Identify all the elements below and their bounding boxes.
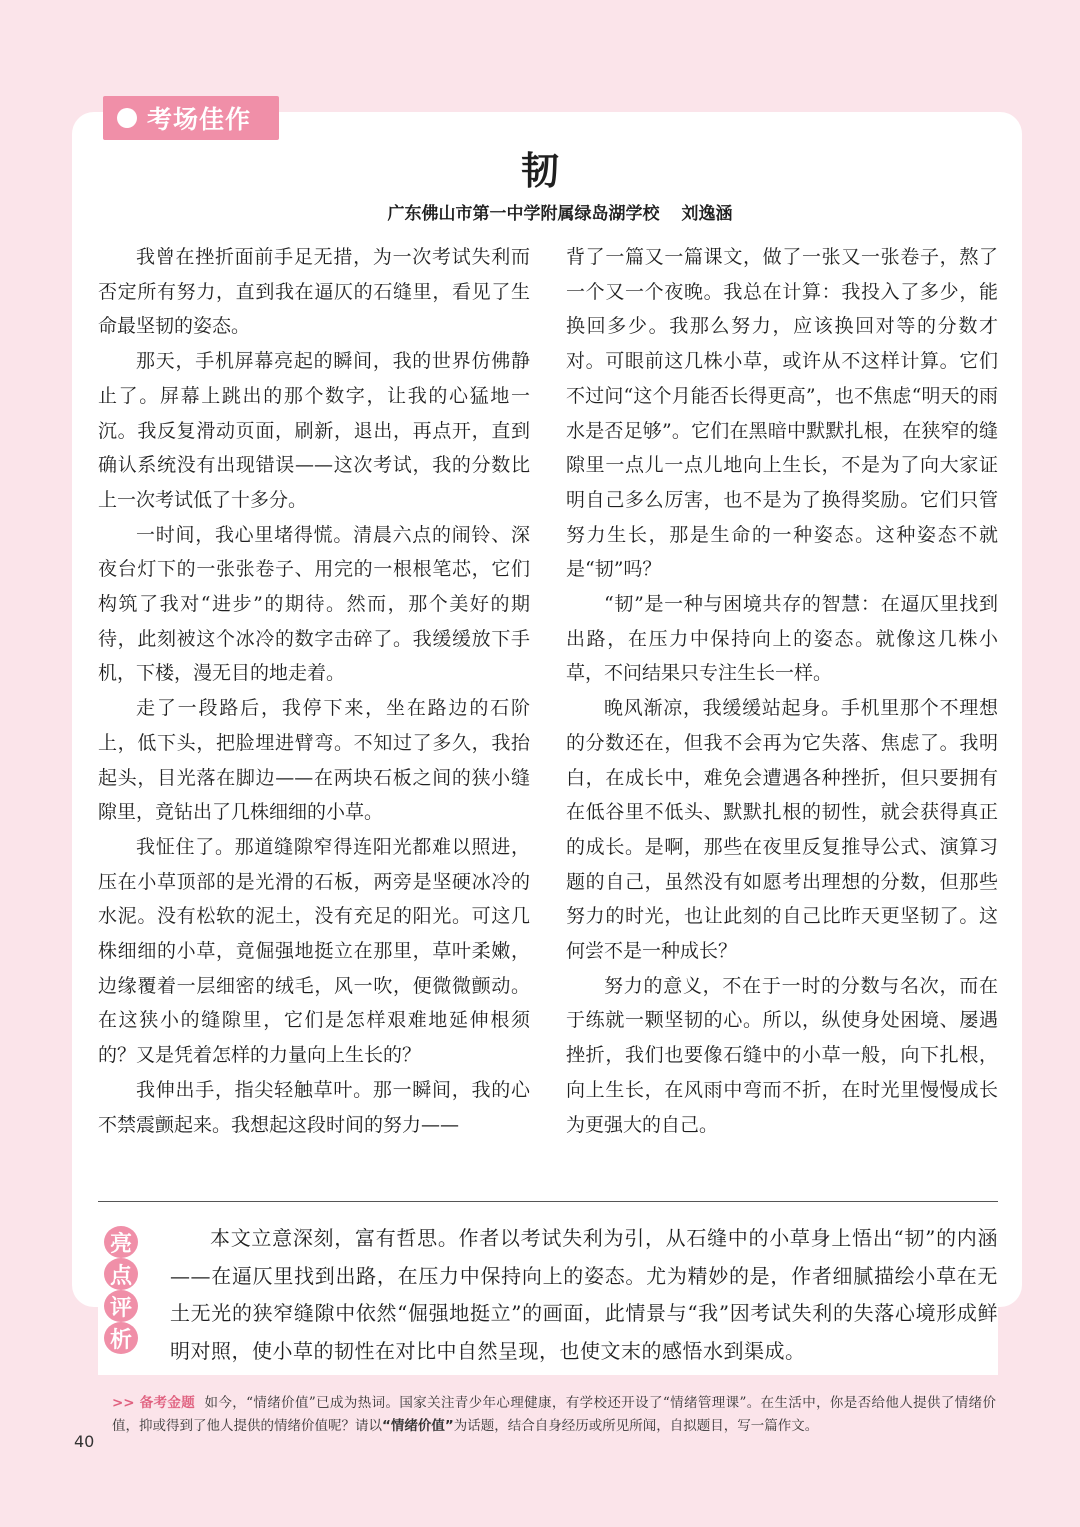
school-name: 广东佛山市第一中学附属绿岛湖学校 <box>387 204 660 224</box>
comment-label-char: 亮 <box>104 1226 138 1258</box>
section-label: 考场佳作 <box>147 105 252 134</box>
left-column <box>98 240 530 1142</box>
prompt-lead: >> 备考金题 <box>112 1395 196 1411</box>
comment-label-char: 析 <box>104 1322 138 1354</box>
prompt-keyword: “情绪价值” <box>382 1418 454 1434</box>
section-tag <box>103 96 279 140</box>
paragraph: 走了一段路后，我停下来，坐在路边的石阶上，低下头，把脸埋进臂弯。不知过了多久，我抬起头，目光落在脚边——在两块石板之间的狭小缝隙里，竟钻出了几株细细的小草。 <box>98 697 530 824</box>
prompt-text-end: 为话题，结合自身经历或所见所闻，自拟题目，写一篇作文。 <box>453 1418 819 1434</box>
comment-text <box>170 1220 998 1370</box>
byline <box>0 199 1080 224</box>
paragraph: 我怔住了。那道缝隙窄得连阳光都难以照进，压在小草顶部的是光滑的石板，两旁是坚硬冰冷的水泥。没有松软的泥土，没有充足的阳光。可这几株细细的小草，竟倔强地挺立在那里，草叶柔嫩，边缘覆着一层细密的绒毛，风一吹，便微微颤动。在这狭小的缝隙里，它们是怎样艰难地延伸根须的？又是凭着怎样的力量向上生长的？ <box>98 835 530 1067</box>
comment-paragraph: 本文立意深刻，富有哲思。作者以考试失利为引，从石缝中的小草身上悟出“韧”的内涵——在逼仄里找到出路，在压力中保持向上的姿态。尤为精妙的是，作者细腻描绘小草在无土无光的狭窄缝隙中依然“倔强地挺立”的画面，此情景与“我”因考试失利的失落心境形成鲜明对照，使小草的韧性在对比中自然呈现，也使文末的感悟水到渠成。 <box>170 1226 998 1363</box>
exam-prompt <box>112 1392 996 1438</box>
comment-label <box>104 1226 138 1354</box>
paragraph: 努力的意义，不在于一时的分数与名次，而在于练就一颗坚韧的心。所以，纵使身处困境、屡遇挫折，我们也要像石缝中的小草一般，向下扎根，向上生长，在风雨中弯而不折，在时光里慢慢成长为更强大的自己。 <box>566 974 998 1136</box>
comment-label-char: 点 <box>104 1258 138 1290</box>
page-number: 40 <box>74 1432 95 1451</box>
paragraph: “韧”是一种与困境共存的智慧：在逼仄里找到出路，在压力中保持向上的姿态。就像这几株小草，不问结果只专注生长一样。 <box>566 593 998 685</box>
paragraph: 我伸出手，指尖轻触草叶。那一瞬间，我的心不禁震颤起来。我想起这段时间的努力—— <box>98 1078 530 1136</box>
article-title: 韧 <box>520 149 559 193</box>
comment-label-char: 评 <box>104 1290 138 1322</box>
paragraph: 我曾在挫折面前手足无措，为一次考试失利而否定所有努力，直到我在逼仄的石缝里，看见了生命最坚韧的姿态。 <box>98 246 530 338</box>
paragraph: 一时间，我心里堵得慌。清晨六点的闹铃、深夜台灯下的一张张卷子、用完的一根根笔芯，它们构筑了我对“进步”的期待。然而，那个美好的期待，此刻被这个冰冷的数字击碎了。我缓缓放下手机，下楼，漫无目的地走着。 <box>98 523 530 685</box>
right-column <box>566 240 998 1142</box>
paragraph-continuation: 背了一篇又一篇课文，做了一张又一张卷子，熬了一个又一个夜晚。我总在计算：我投入了多少，能换回多少。我那么努力，应该换回对等的分数才对。可眼前这几株小草，或许从不这样计算。它们不过问“这个月能否长得更高”，也不焦虑“明天的雨水是否足够”。它们在黑暗中默默扎根，在狭窄的缝隙里一点儿一点儿地向上生长，不是为了向大家证明自己多么厉害，也不是为了换得奖励。它们只管努力生长，那是生命的一种姿态。这种姿态不就是“韧”吗？ <box>566 246 998 581</box>
circle-bullet-icon <box>117 108 137 128</box>
author-name: 刘逸涵 <box>681 204 733 224</box>
paragraph: 晚风渐凉，我缓缓站起身。手机里那个不理想的分数还在，但我不会再为它失落、焦虑了。我明白，在成长中，难免会遭遇各种挫折，但只要拥有在低谷里不低头、默默扎根的韧性，就会获得真正的成长。是啊，那些在夜里反复推导公式、演算习题的自己，虽然没有如愿考出理想的分数，但那些努力的时光，也让此刻的自己比昨天更坚韧了。这何尝不是一种成长？ <box>566 697 998 963</box>
prompt-text: 如今，“情绪价值”已成为热词。国家关注青少年心理健康，有学校还开设了“情绪管理课”。在生活中，你是否给他人提供了情绪价值，抑或得到了他人提供的情绪价值呢？请以 <box>112 1395 996 1434</box>
paragraph: 那天，手机屏幕亮起的瞬间，我的世界仿佛静止了。屏幕上跳出的那个数字，让我的心猛地一沉。我反复滑动页面，刷新，退出，再点开，直到确认系统没有出现错误——这次考试，我的分数比上一次考试低了十多分。 <box>98 350 530 511</box>
divider <box>98 1201 998 1202</box>
